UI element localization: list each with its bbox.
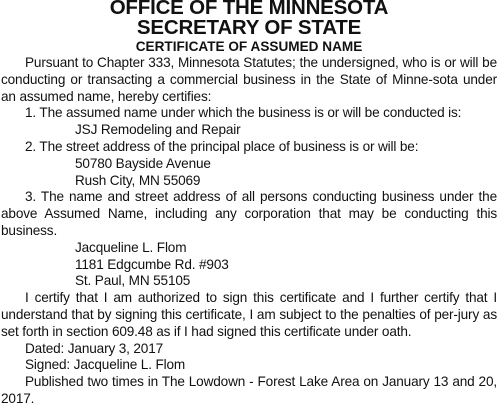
business-city: Rush City, MN 55069 xyxy=(75,172,201,188)
person-name: Jacqueline L. Flom xyxy=(75,239,187,255)
person-street: 1181 Edgcumbe Rd. #903 xyxy=(75,256,229,272)
published-paragraph: Published two times in The Lowdown - Forest Lake Area on January 13 and 20, 2017. xyxy=(1,374,497,406)
notice-title-line1: OFFICE OF THE MINNESOTA xyxy=(109,0,389,19)
assumed-name: JSJ Remodeling and Repair xyxy=(75,122,241,138)
item-3-text: 3. The name and street address of all persons conducting business under the above Assumed Name, including any corporation that may be conducting this business. xyxy=(1,189,497,238)
notice-subtitle: CERTIFICATE OF ASSUMED NAME xyxy=(135,39,363,54)
intro-paragraph: Pursuant to Chapter 333, Minnesota Statutes; the undersigned, who is or will be conducting or transacting a commercial business in the State of Minne-sota under an assumed name, hereby certifies: xyxy=(1,55,497,104)
item-1-text: 1. The assumed name under which the business is or will be conducted is: xyxy=(25,105,462,121)
item-2-text: 2. The street address of the principal place of business is or will be: xyxy=(25,138,419,154)
business-street: 50780 Bayside Avenue xyxy=(75,155,211,171)
signed-line: Signed: Jacqueline L. Flom xyxy=(25,357,186,373)
person-city: St. Paul, MN 55105 xyxy=(75,273,191,289)
dated-line: Dated: January 3, 2017 xyxy=(25,340,164,356)
notice-title-line2: SECRETARY OF STATE xyxy=(136,16,362,39)
certification-paragraph: I certify that I am authorized to sign this certificate and I further certify that I understand that by signing this certificate, I am subject to the penalties of per-jury as set forth in section 609.48 as if I had signed this certificate under oath. xyxy=(1,290,497,339)
